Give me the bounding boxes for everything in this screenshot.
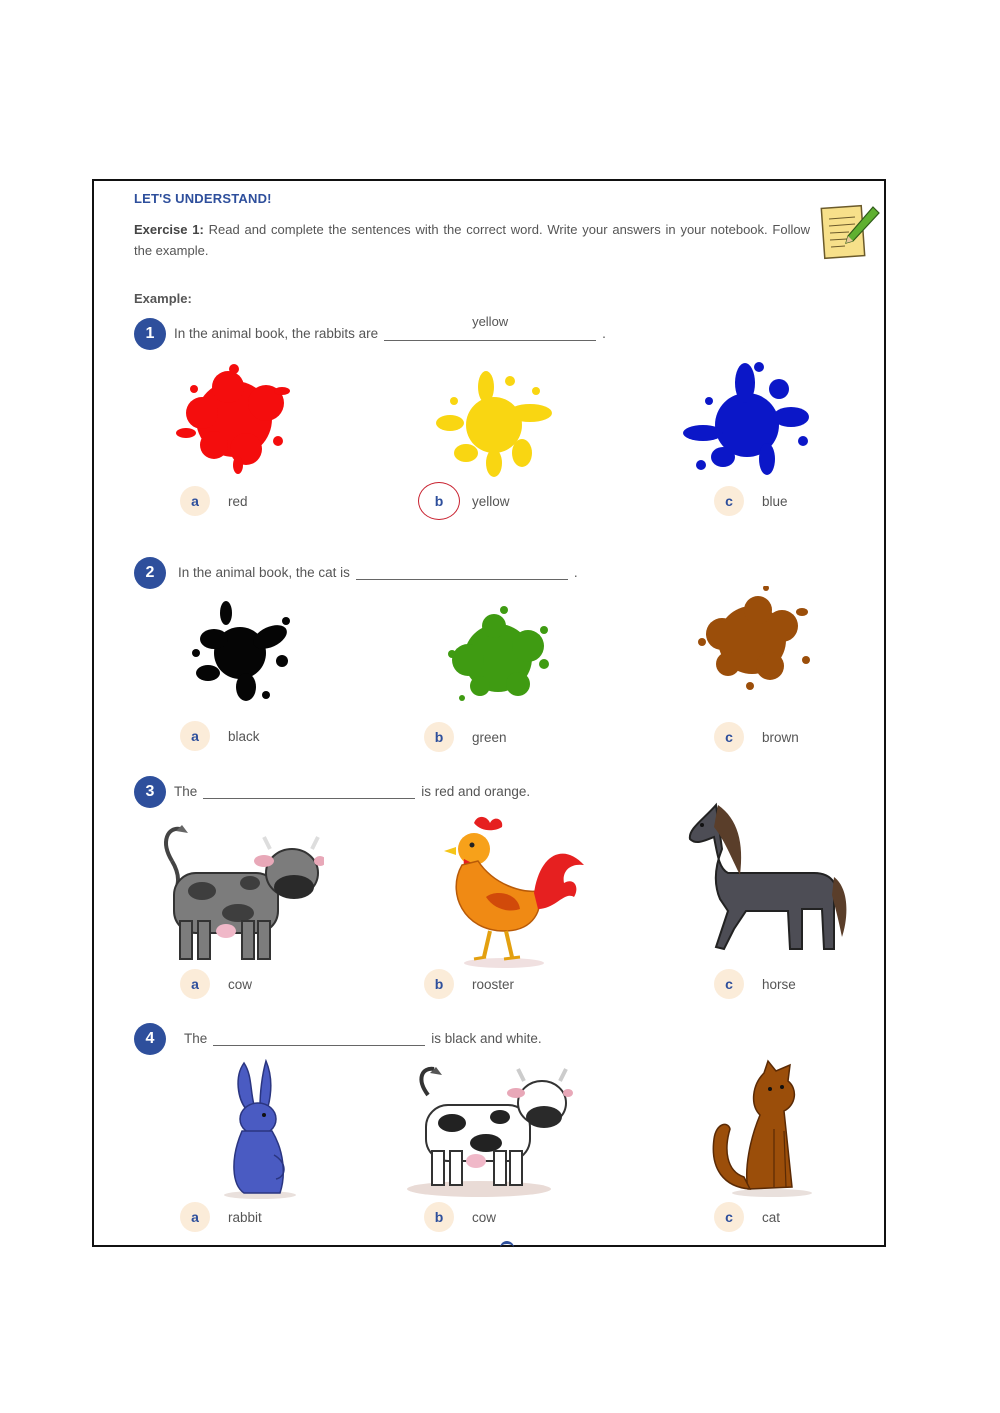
option-letter: a: [180, 1202, 210, 1232]
option-letter: c: [714, 486, 744, 516]
horse-icon: [684, 799, 854, 957]
red-paint-splash-icon: [174, 361, 294, 476]
green-paint-splash-icon: [444, 606, 554, 706]
exercise-instructions: [134, 219, 810, 261]
section-heading: LET'S UNDERSTAND!: [134, 191, 272, 206]
option-letter: a: [180, 486, 210, 516]
option-letter: c: [714, 722, 744, 752]
option-label: green: [472, 729, 507, 745]
option-1b-circled[interactable]: [424, 486, 510, 516]
option-label: red: [228, 493, 248, 509]
answer-blank-4[interactable]: [213, 1031, 425, 1046]
rooster-icon: [434, 813, 584, 971]
example-answer: yellow: [472, 314, 509, 329]
question-3-text: The: [174, 784, 198, 799]
option-label: rooster: [472, 976, 515, 992]
question-4-sentence: [184, 1031, 542, 1046]
yellow-paint-splash-icon: [434, 369, 554, 481]
question-4-end: is black and white.: [431, 1031, 542, 1046]
worksheet: [92, 179, 886, 1247]
option-3c[interactable]: [714, 969, 796, 999]
option-label: rabbit: [228, 1209, 262, 1225]
option-4c[interactable]: [714, 1202, 780, 1232]
answer-blank-2[interactable]: [356, 565, 568, 580]
option-4a[interactable]: [180, 1202, 262, 1232]
option-letter: b: [424, 486, 454, 516]
option-3b[interactable]: [424, 969, 514, 999]
option-label: yellow: [472, 493, 510, 509]
option-letter: c: [714, 1202, 744, 1232]
option-letter: a: [180, 969, 210, 999]
option-1c[interactable]: [714, 486, 788, 516]
option-2b[interactable]: [424, 722, 507, 752]
option-3a[interactable]: [180, 969, 252, 999]
notebook-pencil-icon: [819, 201, 881, 263]
option-letter: b: [424, 722, 454, 752]
option-label: cow: [472, 1209, 497, 1225]
black-paint-splash-icon: [186, 599, 296, 709]
brown-cat-icon: [704, 1059, 824, 1199]
question-2-text: In the animal book, the cat is: [178, 565, 350, 580]
example-label: Example:: [134, 291, 192, 306]
question-1-end: .: [602, 326, 606, 341]
question-3-end: is red and orange.: [421, 784, 531, 799]
question-2-end: .: [573, 565, 578, 580]
exercise-label: Exercise 1:: [134, 222, 204, 237]
answer-blank-3[interactable]: [203, 784, 415, 799]
cropped-page-mark: [500, 1241, 514, 1250]
answer-blank-1[interactable]: [384, 314, 596, 341]
question-4-text: The: [184, 1031, 208, 1046]
option-label: cow: [228, 976, 253, 992]
brown-paint-splash-icon: [694, 586, 814, 696]
exercise-text: Read and complete the sentences with the correct word. Write your answers in your notebook. Follow the example.: [134, 222, 811, 258]
option-1a[interactable]: [180, 486, 248, 516]
black-white-cow-icon: [404, 1065, 574, 1200]
grey-cow-icon: [154, 821, 324, 971]
option-label: blue: [762, 493, 788, 509]
blue-paint-splash-icon: [679, 361, 815, 481]
question-1-text: In the animal book, the rabbits are: [174, 326, 379, 341]
blue-rabbit-icon: [214, 1059, 304, 1199]
question-number-1: 1: [134, 318, 166, 350]
option-2a[interactable]: [180, 721, 260, 751]
option-letter: b: [424, 1202, 454, 1232]
option-4b[interactable]: [424, 1202, 496, 1232]
question-1-sentence: [174, 314, 606, 341]
question-number-3: 3: [134, 776, 166, 808]
question-number-4: 4: [134, 1023, 166, 1055]
option-2c[interactable]: [714, 722, 799, 752]
question-2-sentence: [178, 565, 578, 580]
option-label: black: [228, 728, 260, 744]
question-number-2: 2: [134, 557, 166, 589]
option-label: brown: [762, 729, 799, 745]
option-letter: a: [180, 721, 210, 751]
option-label: cat: [762, 1209, 781, 1225]
question-3-sentence: [174, 784, 530, 799]
option-label: horse: [762, 976, 796, 992]
option-letter: b: [424, 969, 454, 999]
option-letter: c: [714, 969, 744, 999]
